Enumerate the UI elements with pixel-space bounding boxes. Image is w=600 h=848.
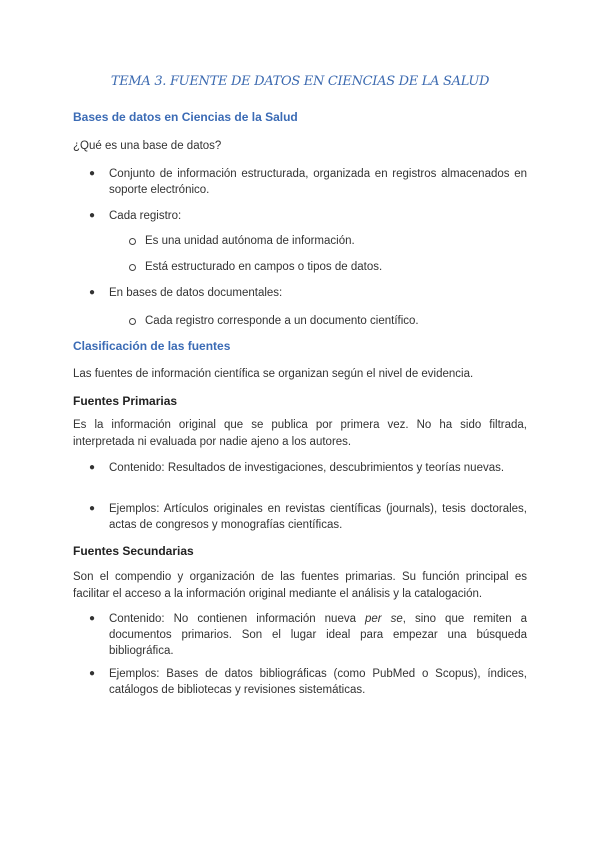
bullet-icon: ●: [89, 287, 96, 298]
list-item: Contenido: Resultados de investigaciones, descubrimientos y teorías nuevas.: [109, 462, 505, 474]
subheading-fuentes-primarias: Fuentes Primarias: [73, 394, 178, 408]
sub-list-item: Es una unidad autónoma de información.: [145, 235, 355, 247]
circle-bullet-icon: [129, 318, 136, 325]
circle-bullet-icon: [129, 264, 136, 271]
emphasis-text: per se: [364, 613, 403, 625]
list-item: [109, 611, 527, 659]
list-item: Ejemplos: Bases de datos bibliográficas (como PubMed o Scopus), índices, catálogos de bibliotecas y revisiones sistemáticas.: [109, 668, 527, 696]
bullet-icon: ●: [89, 168, 96, 179]
list-item: Ejemplos: Artículos originales en revistas científicas (journals), tesis doctorales, actas de congresos y monografías científicas.: [109, 503, 527, 531]
list-item: Conjunto de información estructurada, organizada en registros almacenados en soporte electrónico.: [109, 168, 527, 196]
bullet-icon: ●: [89, 668, 96, 679]
sub-list-item: Cada registro corresponde a un documento científico.: [145, 315, 419, 327]
list-item-text: , sino que remiten a documentos primarios. Son el lugar ideal para empezar una búsqueda bibliográfica.: [109, 613, 527, 657]
list-item: Cada registro:: [109, 210, 182, 222]
list-item-text: Contenido: No contienen información nueva: [109, 613, 365, 625]
question-paragraph: ¿Qué es una base de datos?: [73, 140, 222, 152]
paragraph: Las fuentes de información científica se organizan según el nivel de evidencia.: [73, 368, 474, 380]
list-item: En bases de datos documentales:: [109, 287, 283, 299]
section-heading-bases-de-datos: Bases de datos en Ciencias de la Salud: [73, 110, 298, 124]
document-title: TEMA 3. FUENTE DE DATOS EN CIENCIAS DE LA SALUD: [110, 74, 490, 89]
paragraph: Es la información original que se publica por primera vez. No ha sido filtrada, interpretada ni evaluada por nadie ajeno a los autores.: [73, 419, 527, 448]
paragraph: Son el compendio y organización de las fuentes primarias. Su función principal es facilitar el acceso a la información original mediante el análisis y la catalogación.: [73, 571, 527, 600]
subheading-fuentes-secundarias: Fuentes Secundarias: [73, 544, 194, 558]
bullet-icon: ●: [89, 210, 96, 221]
bullet-icon: ●: [89, 462, 96, 473]
circle-bullet-icon: [129, 238, 136, 245]
bullet-icon: ●: [89, 503, 96, 514]
section-heading-clasificacion: Clasificación de las fuentes: [73, 339, 231, 353]
bullet-icon: ●: [89, 613, 96, 624]
sub-list-item: Está estructurado en campos o tipos de datos.: [145, 261, 383, 273]
